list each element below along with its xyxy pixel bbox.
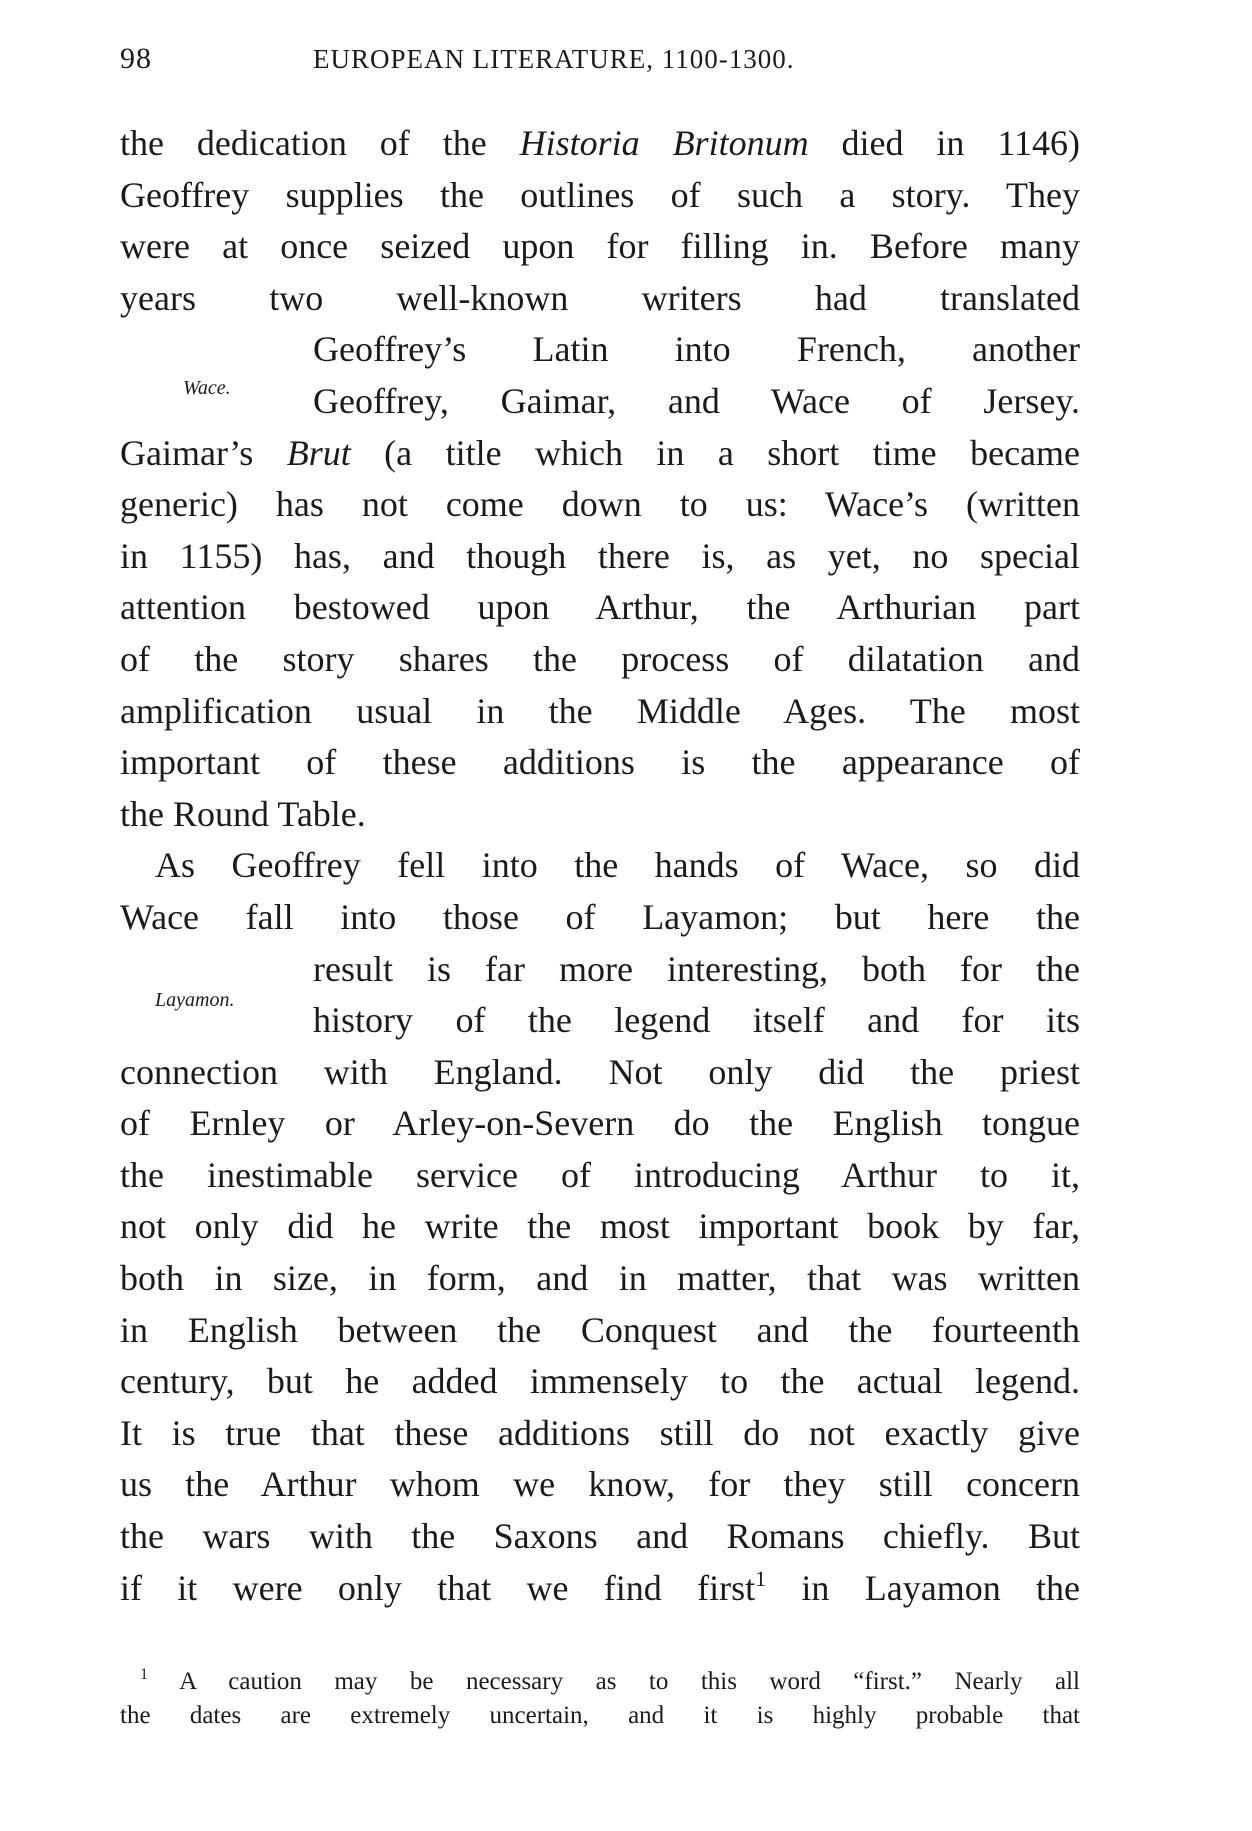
- text-line: It is true that these additions still do not exactly give: [120, 1412, 1080, 1453]
- text-line: attention bestowed upon Arthur, the Arthurian part: [120, 587, 1080, 628]
- text-line: were at once seized upon for filling in. Before many: [120, 226, 1080, 267]
- footnote-marker: 1: [140, 1666, 148, 1683]
- text-line: both in size, in form, and in matter, that was written: [120, 1258, 1080, 1299]
- text-line: generic) has not come down to us: Wace’s (written: [120, 484, 1080, 525]
- footnote-line: the dates are extremely uncertain, and it is highly probable that: [120, 1702, 1080, 1729]
- text-line: connection with England. Not only did the priest: [120, 1051, 1080, 1092]
- text-line: Gaimar’s Brut (a title which in a short time became: [120, 432, 1081, 473]
- sidenote-wace: Wace.: [183, 377, 231, 399]
- text-line: years two well-known writers had translated: [120, 277, 1080, 318]
- text-line: the dedication of the Historia Britonum died in 1146): [120, 123, 1081, 163]
- text-line: the inestimable service of introducing Arthur to it,: [120, 1154, 1080, 1195]
- text-line: us the Arthur whom we know, for they still concern: [120, 1464, 1080, 1505]
- text-line: the wars with the Saxons and Romans chiefly. But: [120, 1516, 1080, 1557]
- running-head: [120, 42, 1080, 82]
- text-line: As Geoffrey fell into the hands of Wace, so did: [155, 845, 1080, 886]
- text-line: of the story shares the process of dilatation and: [120, 638, 1080, 679]
- text-line: in English between the Conquest and the fourteenth: [120, 1309, 1080, 1350]
- title-brut: Brut: [286, 432, 351, 473]
- text-line: the Round Table.: [120, 793, 366, 834]
- text-line: history of the legend itself and for its: [313, 1000, 1080, 1041]
- text-line: Geoffrey, Gaimar, and Wace of Jersey.: [313, 380, 1080, 421]
- page-number: 98: [120, 42, 152, 75]
- text-line: amplification usual in the Middle Ages. The most: [120, 690, 1080, 731]
- footnote-reference: 1: [755, 1565, 767, 1591]
- footnote: [120, 1665, 1080, 1733]
- text-line: not only did he write the most important book by far,: [120, 1206, 1080, 1247]
- title-historia-britonum: Historia Britonum: [519, 123, 809, 163]
- body-text: [120, 118, 1080, 1614]
- text-line: Geoffrey supplies the outlines of such a story. They: [120, 174, 1080, 215]
- text-line: Geoffrey’s Latin into French, another: [313, 329, 1080, 370]
- running-title: EUROPEAN LITERATURE, 1100-1300.: [313, 44, 795, 74]
- footnote-line: $^1$ A caution may be necessary as to this word “first.” Nearly all: [140, 1666, 1080, 1695]
- text-line: of Ernley or Arley-on-Severn do the English tongue: [120, 1103, 1080, 1144]
- text-line: if it were only that we find first$^1$ in Layamon the: [120, 1565, 1080, 1608]
- sidenote-layamon: Layamon.: [155, 989, 235, 1011]
- text-line: in 1155) has, and though there is, as yet, no special: [120, 535, 1080, 576]
- text-line: important of these additions is the appearance of: [120, 742, 1080, 783]
- text-line: result is far more interesting, both for the: [313, 948, 1080, 989]
- text-line: Wace fall into those of Layamon; but here the: [120, 896, 1080, 937]
- text-line: century, but he added immensely to the actual legend.: [120, 1361, 1080, 1402]
